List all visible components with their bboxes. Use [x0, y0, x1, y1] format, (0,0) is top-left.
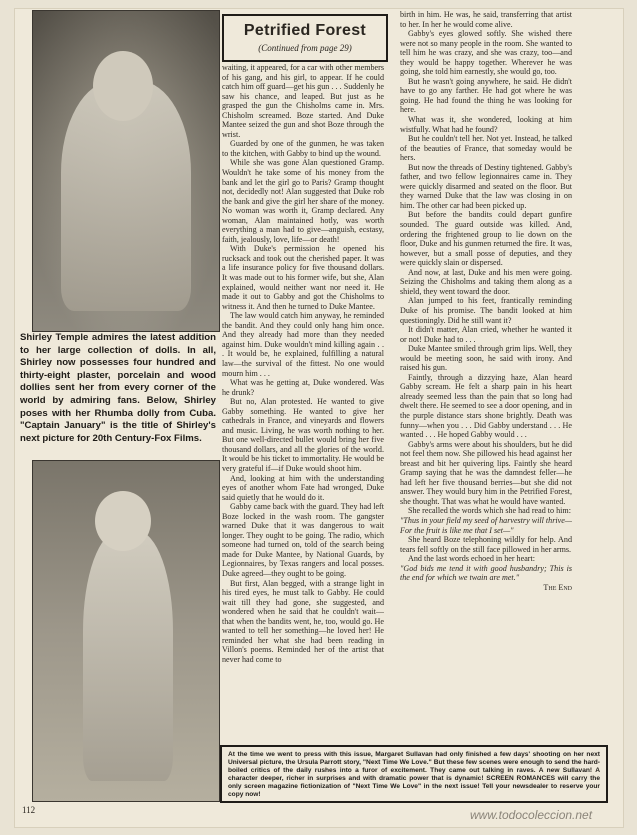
- paragraph: But he wasn't going anywhere, he said. He didn't have to go any farther. He had got where he was going. He had found the thing he was looking for here.: [400, 76, 572, 115]
- paragraph: Gabby came back with the guard. They had left Boze locked in the wash room. The gangster warned Duke that it was dangerous to wait longer. They ought to be going. The radio, which someone had turned on, told of the search being made for Duke Mantee, by National Guards, by Legionnaires, by Texas rangers and local posses. Duke agreed—they ought to be going.: [222, 502, 384, 578]
- paragraph: And the last words echoed in her heart:: [408, 554, 535, 564]
- page-number: 112: [22, 805, 36, 815]
- paragraph: With Duke's permission he opened his rucksack and took out the cherished paper. It was a life insurance policy for five thousand dollars. It was made out to his former wife, but she, Alan explained, would neither want nor need it. He made it out to Gabby and got the Chisholms to witness it. And then he turned to Duke Mantee.: [222, 244, 384, 311]
- paragraph: But before the bandits could depart gunfire sounded. The guard outside was killed. And, ordering the frightened group to lie down on the floor, Duke and his gunmen returned the fire. It was, however, but a small posse of deputies, and they were quickly slain or dispersed.: [400, 210, 572, 268]
- paragraph: Duke Mantee smiled through grim lips. Well, they would be meeting soon, he said with irony. And raised his gun.: [400, 344, 572, 373]
- story-title: Petrified Forest: [243, 22, 367, 39]
- paragraph: waiting, it appeared, for a car with other members of his gang, and his girl, to appear. If he could catch him off guard—get his gun . . . Suddenly he saw his chance, and leaped. But just as he grasped the gun the Chisholms came in. Mrs. Chisholm screamed. Boze started. And Duke Mantee seized the gun and shot Boze through the wrist.: [222, 63, 384, 139]
- paragraph: But first, Alan begged, with a strange light in his tired eyes, he must talk to Gabby. He could wait till they had gone, she suggested, and wondered when he said that he couldn't wait—that when the bandits went, he, too, would go. He wanted to tell her something—he loved her! He reminded her what she had been reading in Villon's poems. Reminded her of the artist that never had come to: [222, 578, 384, 664]
- text-column-1: [222, 63, 384, 738]
- paragraph: Faintly, through a dizzying haze, Alan heard Gabby scream. He felt a sharp pain in his heart already seemed less than the pain that so long had dwelt there. He seemed to see a door opening, and in the purple distance stars shone brightly. Death was funny—when you . . . Did Gabby understand . . . He wanted . . . He hoped Gabby would . . .: [400, 372, 572, 440]
- paragraph: Alan jumped to his feet, frantically reminding Duke of his promise. The bandit looked at him questioningly. Did he still want it?: [400, 296, 572, 325]
- watermark: www.todocoleccion.net: [470, 808, 593, 822]
- paragraph: Gabby's eyes glowed softly. She wished there were not so many people in the room. She wanted to tell him he was crazy, and she was crazy, too—and they would be happy together. Wherever he was going, she told him earnestly, she would go, too.: [400, 29, 572, 77]
- paragraph: Guarded by one of the gunmen, he was taken to the kitchen, with Gabby to bind up the wound.: [222, 139, 384, 158]
- poem-quote-2: "God bids me tend it with good husbandry; This is the end for which we twain are met.": [400, 563, 572, 583]
- continued-note: (Continued from page 29): [258, 43, 352, 53]
- paragraph: And now, at last, Duke and his men were going. Seizing the Chisholms and taking them along as a shield, they went toward the door.: [400, 267, 572, 296]
- poem-quote-1: "Thus in your field my seed of harvestry will thrive— For the fruit is like me that I set—": [400, 515, 572, 535]
- paragraph: What was it, she wondered, looking at him wistfully. What had he found?: [400, 115, 572, 134]
- paragraph: It didn't matter, Alan cried, whether he wanted it or not! Duke had to . . .: [400, 325, 572, 344]
- photo-shirley-with-doll: [32, 10, 220, 332]
- paragraph: She recalled the words which she had read to him:: [408, 506, 571, 516]
- photo-shirley-with-rhumba-doll: [32, 460, 220, 802]
- paragraph: birth in him. He was, he said, transferring that artist to her. In her he would come alive.: [400, 10, 572, 29]
- the-end: The End: [543, 582, 572, 592]
- text-column-2: [400, 10, 572, 742]
- paragraph: But no, Alan protested. He wanted to give Gabby something. He wanted to give her cathedrals in France, and vineyards and flowers and music. Living, he was worth nothing to her. But one well-directed bullet would bring her five thousand dollars, and all the glories of the world. It would be his ticket to immortality. He would be very grateful if—if Duke would shoot him.: [222, 397, 384, 473]
- title-box: [222, 14, 388, 62]
- paragraph: She heard Boze telephoning wildly for help. And tears fell softly on the still face pillowed in her arms.: [400, 535, 572, 554]
- paragraph: And, looking at him with the understanding eyes of another whom Fate had wronged, Duke said quietly that he would do it.: [222, 473, 384, 502]
- paragraph: Gabby's arms were about his shoulders, but he did not feel them now. She pillowed his head against her breast and bit her quivering lips. Faintly she heard Gramp saying that he was the damndest feller—he had left her five thousand berries—but she did not answer. They would bury him in the Petrified Forest, she thought. That was what he would have wanted.: [400, 439, 572, 506]
- photo-caption: Shirley Temple admires the latest addition to her large collection of dolls. In all, Shirley now possesses four hundred and thirty-eight plaster, porcelain and wood dollies sent her from every corner of the world by admiring fans. Below, Shirley poses with her Rhumba dolly from Cuba. "Captain January" is the title of Shirley's next picture for 20th Century-Fox Films.: [20, 332, 216, 444]
- paragraph: But he couldn't tell her. Not yet. Instead, he talked of the beauties of France, that someday would be hers.: [400, 134, 572, 163]
- next-issue-notice: At the time we went to press with this issue, Margaret Sullavan had only finished a few days' shooting on her next Universal picture, the Ursula Parrott story, "Next Time We Love." But these few scenes were enough to send the hard-boiled critics of the daily rushes into a furor of excitement. They came out talking in raves. A new Sullavan! A character deeper, richer in surprises and with dramatic power that is dynamic! SCREEN ROMANCES will carry the only screen magazine fictionization of "Next Time We Love" in the next issue! Tell your newsdealer to reserve your copy now!: [220, 745, 608, 803]
- paragraph: The law would catch him anyway, he reminded the bandit. And they could only hang him once. And they already had more than they needed against him. Duke wouldn't mind killing again . . . It would be, he explained, fulfilling a natural law—the survival of the fittest. No one would mourn him . . .: [222, 311, 384, 378]
- paragraph: But now the threads of Destiny tightened. Gabby's father, and two fellow legionnaires came in. They were quickly disarmed and seated on the floor. But they warned Duke that the law was closing in on him. The other car had been picked up.: [400, 162, 572, 210]
- paragraph: What was he getting at, Duke wondered. Was he drunk?: [222, 378, 384, 397]
- paragraph: While she was gone Alan questioned Gramp. Wouldn't he take some of his money from the bank and let the girl go to Paris? Gramp thought not, decidedly not! Alan suggested that Duke rob the bank and give the girl her share of the money. No woman was worth it, Gramp declared. Any woman, Alan maintained hotly, was worth everything a man had to give—anguish, ecstasy, faith, jealously, love, life—or death!: [222, 158, 384, 244]
